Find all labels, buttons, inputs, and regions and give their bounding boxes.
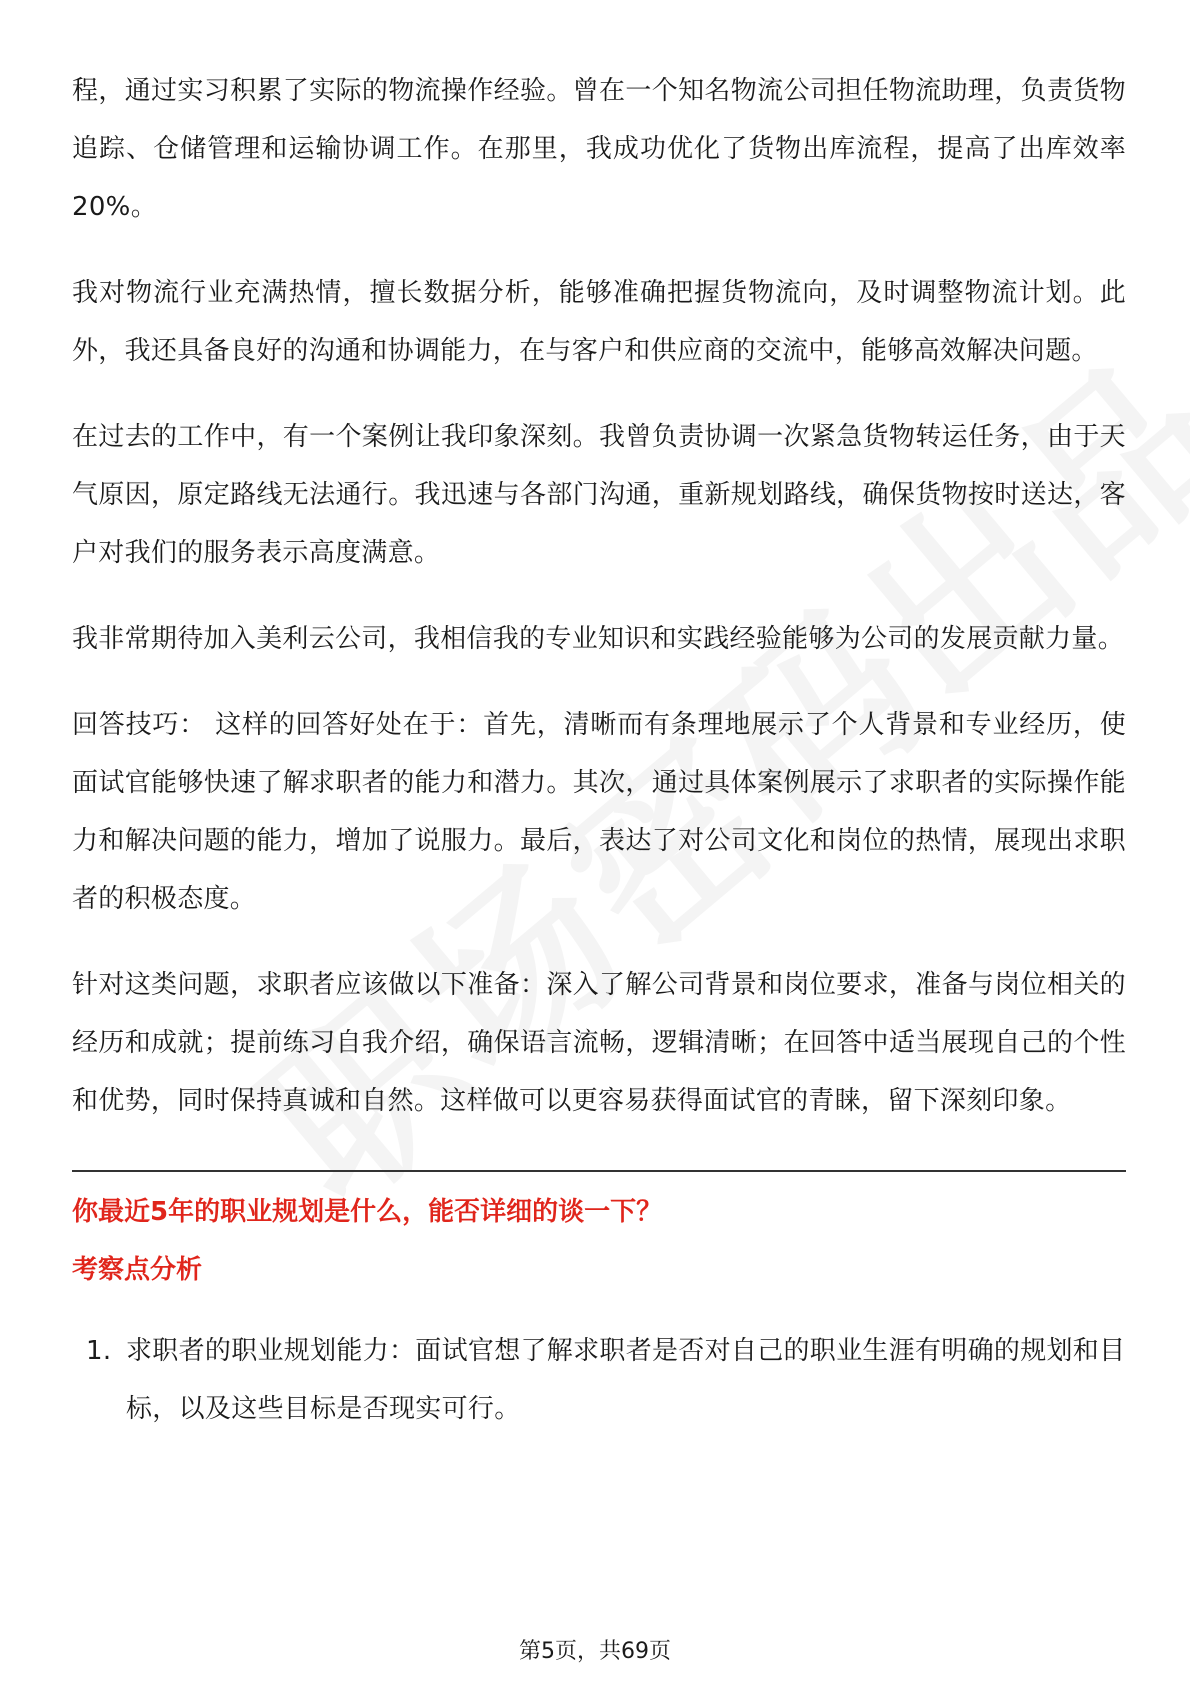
paragraph-4: 我非常期待加入美利云公司，我相信我的专业知识和实践经验能够为公司的发展贡献力量。: [72, 624, 1125, 654]
question-title: 你最近5年的职业规划是什么，能否详细的谈一下？: [72, 1197, 663, 1227]
list-item-text: 求职者的职业规划能力：面试官想了解求职者是否对自己的职业生涯有明确的规划和目标，以及这些目标是否现实可行。: [126, 1336, 1126, 1424]
page-footer: 第5页，共69页: [519, 1639, 671, 1664]
paragraph-3: 在过去的工作中，有一个案例让我印象深刻。我曾负责协调一次紧急货物转运任务，由于天气原因，原定路线无法通行。我迅速与各部门沟通，重新规划路线，确保货物按时送达，客户对我们的服务表示高度满意。: [72, 422, 1126, 568]
paragraph-2: 我对物流行业充满热情，擅长数据分析，能够准确把握货物流向，及时调整物流计划。此外，我还具备良好的沟通和协调能力，在与客户和供应商的交流中，能够高效解决问题。: [72, 278, 1126, 366]
list-item: [72, 1322, 1126, 1438]
section-divider: [72, 1170, 1126, 1172]
answer-tips-paragraph: 回答技巧： 这样的回答好处在于：首先，清晰而有条理地展示了个人背景和专业经历，使面试官能够快速了解求职者的能力和潜力。其次，通过具体案例展示了求职者的实际操作能力和解决问题的能力，增加了说服力。最后，表达了对公司文化和岗位的热情，展现出求职者的积极态度。: [72, 710, 1126, 914]
preparation-paragraph: 针对这类问题，求职者应该做以下准备：深入了解公司背景和岗位要求，准备与岗位相关的经历和成就；提前练习自我介绍，确保语言流畅，逻辑清晰；在回答中适当展现自己的个性和优势，同时保持真诚和自然。这样做可以更容易获得面试官的青睐，留下深刻印象。: [72, 970, 1126, 1116]
analysis-list: [72, 1322, 1126, 1438]
list-item-number: 1.: [86, 1336, 112, 1366]
analysis-heading: 考察点分析: [72, 1255, 203, 1285]
document-body: [72, 62, 1126, 1438]
paragraph-1: 程，通过实习积累了实际的物流操作经验。曾在一个知名物流公司担任物流助理，负责货物追踪、仓储管理和运输协调工作。在那里，我成功优化了货物出库流程，提高了出库效率20%。: [72, 76, 1126, 222]
